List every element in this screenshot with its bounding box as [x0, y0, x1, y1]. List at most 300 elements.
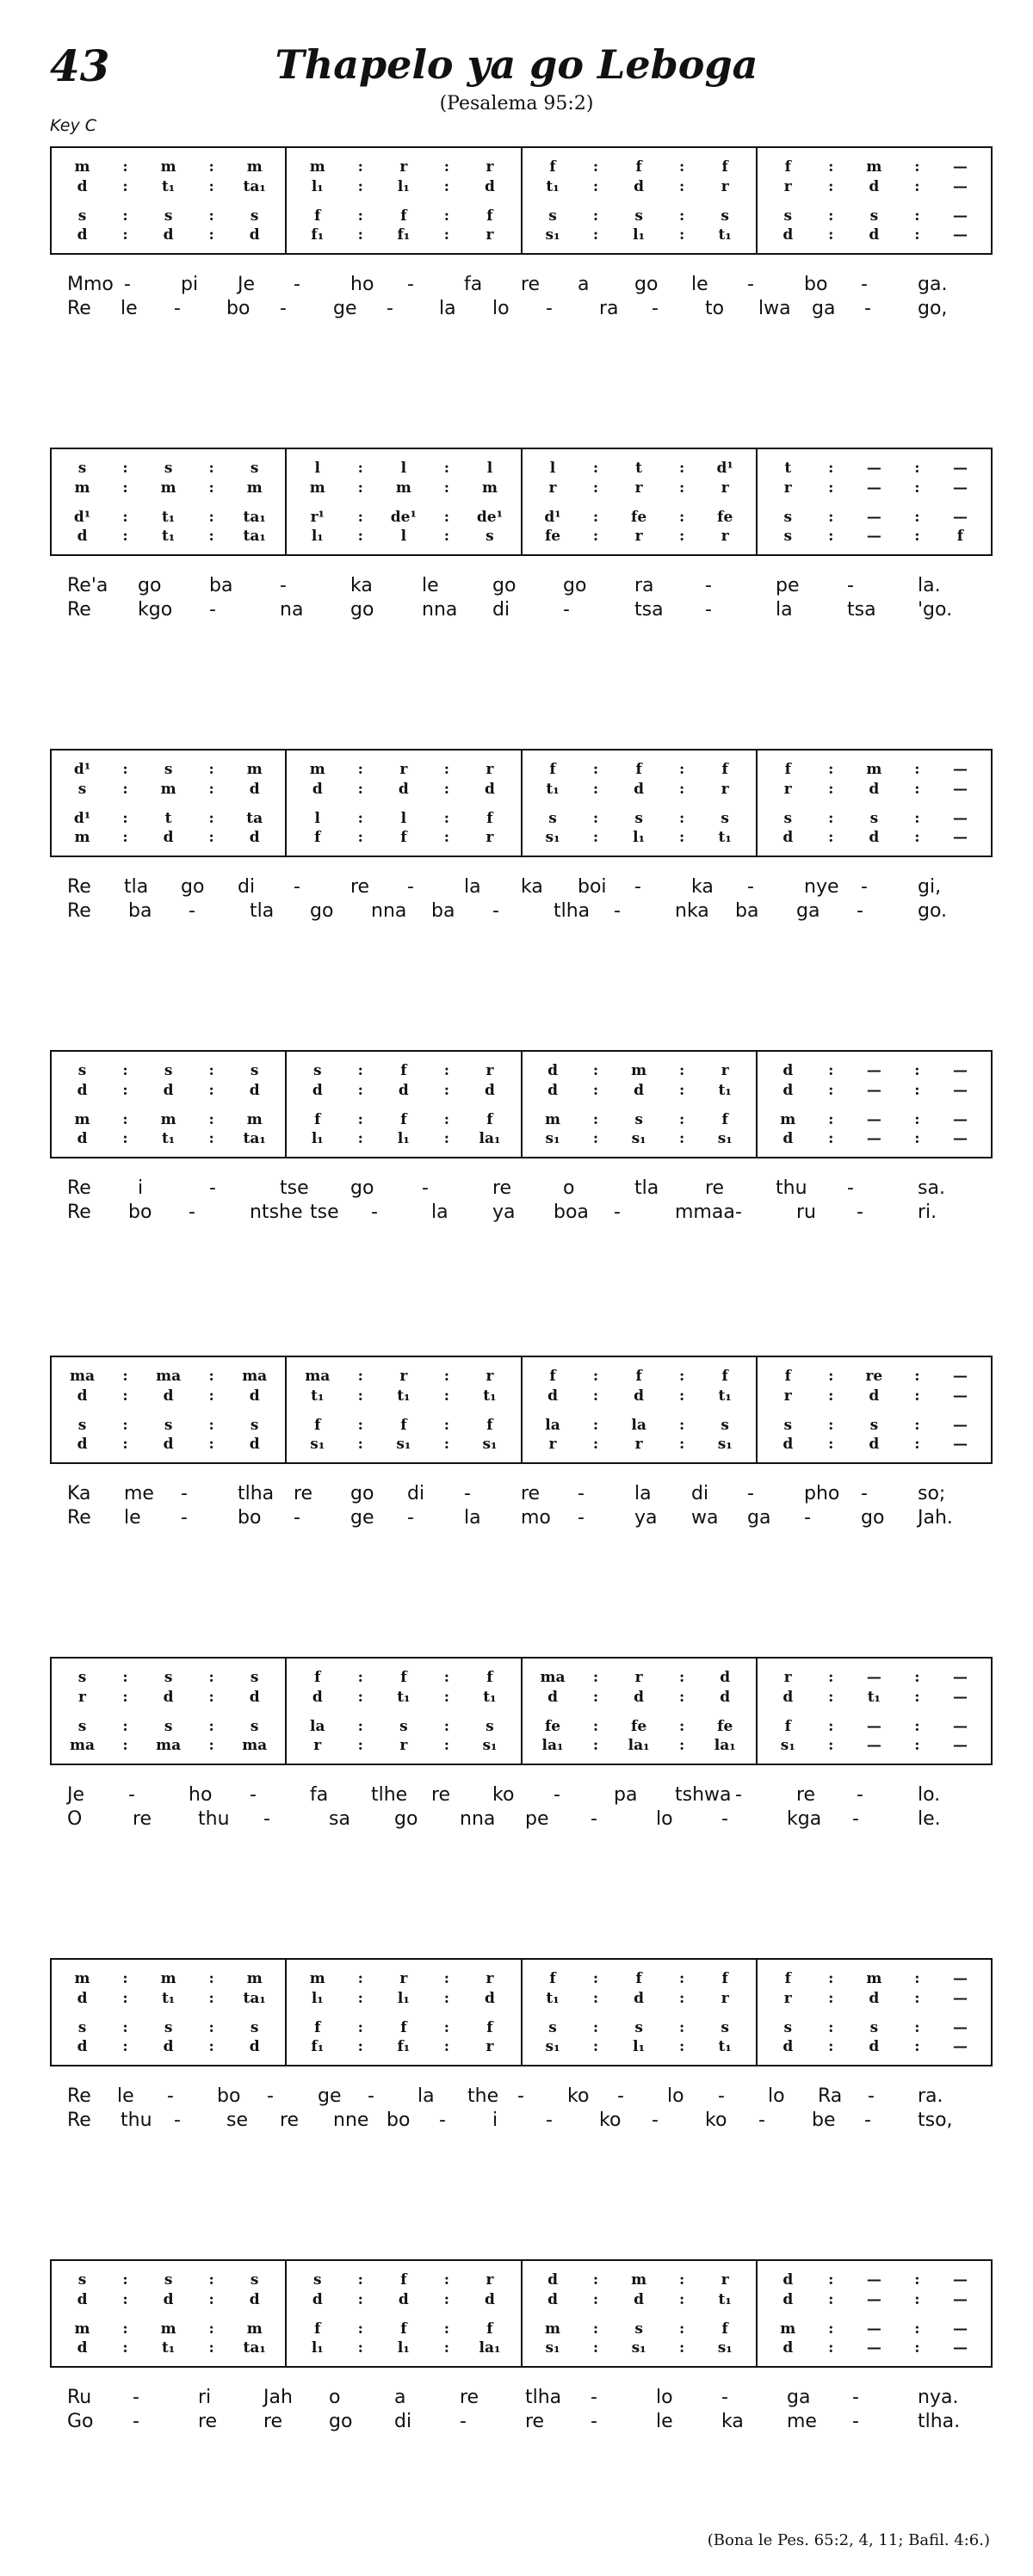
beat-separator: : [122, 1436, 128, 1453]
hyphen: - [181, 1483, 188, 1504]
voice-line [287, 1720, 520, 1734]
beat-separator: : [679, 1718, 685, 1735]
voice-line [52, 2040, 285, 2054]
hymn-number: 43 [50, 40, 110, 91]
solfa-note: s [250, 2019, 259, 2036]
beat-separator: : [122, 2019, 128, 2036]
beat-separator: : [679, 1737, 685, 1754]
beat-separator: : [828, 1436, 834, 1453]
solfa-note: s [77, 1062, 87, 1079]
voice-line [52, 1389, 285, 1404]
solfa-note: l₁ [397, 2339, 410, 2357]
beat-separator: : [443, 2019, 450, 2036]
voice-line [758, 510, 991, 525]
lyric-syllable: Re [67, 1507, 91, 1529]
solfa-note: r [486, 2038, 494, 2055]
solfa-note: fe [717, 1718, 733, 1735]
beat-separator: : [208, 2291, 214, 2308]
beat-separator: : [592, 1130, 599, 1147]
solfa-note: r [486, 1062, 494, 1079]
solfa-note: — [952, 2019, 968, 2036]
lyric-syllable: bo [226, 298, 251, 319]
beat-separator: : [592, 1387, 599, 1405]
beat-separator: : [208, 2339, 214, 2357]
solfa-note: s [164, 1718, 173, 1735]
lyric-syllable: pa [614, 1784, 638, 1806]
beat-separator: : [208, 2320, 214, 2338]
solfa-note: — [866, 1062, 881, 1079]
solfa-note: s [164, 2019, 173, 2036]
solfa-note: d [547, 2271, 558, 2289]
beat-separator: : [122, 1718, 128, 1735]
solfa-note: f₁ [311, 226, 325, 244]
hyphen: - [578, 1507, 585, 1529]
solfa-note: d [869, 781, 880, 798]
solfa-note: d [77, 178, 88, 195]
voice-line [758, 1739, 991, 1753]
solfa-note: r [313, 1737, 322, 1754]
voice-line [287, 2293, 520, 2307]
hyphen: - [546, 298, 553, 319]
solfa-note: — [866, 2271, 881, 2289]
lyric-syllable: lo [667, 2085, 684, 2107]
lyric-syllable: re [280, 2110, 300, 2131]
voice-line [523, 831, 756, 845]
lyric-syllable: sa. [918, 1177, 945, 1199]
voice-line [52, 1418, 285, 1433]
beat-separator: : [679, 2038, 685, 2055]
measure [287, 449, 522, 554]
solfa-note: t₁ [161, 2339, 176, 2357]
voice-line [52, 529, 285, 544]
solfa-note: f [549, 158, 556, 176]
voice-line [52, 1064, 285, 1078]
beat-separator: : [122, 460, 128, 477]
hyphen: - [617, 2085, 624, 2107]
voice-line [523, 228, 756, 243]
beat-separator: : [122, 479, 128, 497]
lyric-syllable: tla [250, 900, 275, 922]
voice-line [287, 831, 520, 845]
beat-separator: : [357, 460, 363, 477]
lyric-syllable: mmaa [675, 1202, 735, 1223]
beat-separator: : [679, 1689, 685, 1706]
beat-separator: : [357, 226, 363, 244]
solfa-note: r [486, 226, 494, 244]
beat-separator: : [122, 2271, 128, 2289]
lyric-syllable: re [705, 1177, 725, 1199]
lyric-syllable: go [329, 2411, 353, 2432]
solfa-note: ta₁ [243, 1990, 266, 2007]
solfa-note: — [952, 460, 968, 477]
voice-line [523, 1389, 756, 1404]
beat-separator: : [679, 1417, 685, 1434]
lyric-syllable: la [634, 1483, 652, 1504]
solfa-note: ma [156, 1368, 182, 1385]
solfa-grid [50, 448, 993, 556]
beat-separator: : [914, 178, 920, 195]
solfa-note: la₁ [628, 1737, 650, 1754]
lyric-syllable: fa [310, 1784, 329, 1806]
solfa-note: r [783, 1387, 792, 1405]
beat-separator: : [122, 1990, 128, 2007]
lyric-syllable: ka [350, 575, 373, 596]
solfa-note: s [869, 1417, 879, 1434]
beat-separator: : [357, 761, 363, 778]
voice-line [52, 510, 285, 525]
beat-separator: : [679, 2271, 685, 2289]
solfa-note: — [866, 2339, 881, 2357]
beat-separator: : [592, 781, 599, 798]
solfa-note: s [77, 2271, 87, 2289]
beat-separator: : [443, 1990, 450, 2007]
hyphen: - [294, 876, 300, 898]
solfa-note: la₁ [479, 1130, 501, 1147]
solfa-note: — [952, 761, 968, 778]
beat-separator: : [592, 1368, 599, 1385]
beat-separator: : [828, 2271, 834, 2289]
voice-line [52, 1671, 285, 1685]
beat-separator: : [357, 1062, 363, 1079]
beat-separator: : [679, 2019, 685, 2036]
solfa-note: l₁ [633, 2038, 646, 2055]
lyric-syllable: ntshe [250, 1202, 303, 1223]
solfa-note: — [952, 2320, 968, 2338]
solfa-note: m [160, 2320, 176, 2338]
beat-separator: : [592, 158, 599, 176]
lyric-syllable: le [691, 274, 708, 295]
voice-line [287, 763, 520, 777]
beat-separator: : [357, 1689, 363, 1706]
solfa-note: m [631, 2271, 647, 2289]
solfa-note: s [164, 1417, 173, 1434]
beat-separator: : [914, 1082, 920, 1099]
solfa-note: d [77, 2291, 88, 2308]
voice-line [758, 1992, 991, 2006]
solfa-note: f [635, 158, 642, 176]
solfa-note: l₁ [311, 2339, 324, 2357]
hyphen: - [721, 2387, 728, 2408]
beat-separator: : [208, 2019, 214, 2036]
voice-line [287, 782, 520, 797]
lyric-syllable: ya [634, 1507, 658, 1529]
beat-separator: : [592, 761, 599, 778]
solfa-note: fe [544, 1718, 561, 1735]
measure [758, 1659, 991, 1764]
beat-separator: : [828, 1990, 834, 2007]
solfa-note: — [952, 1062, 968, 1079]
hyphen: - [868, 2085, 875, 2107]
lyric-syllable: lo [656, 1808, 673, 1830]
hyphen: - [563, 599, 570, 621]
solfa-note: m [309, 1970, 325, 1987]
beat-separator: : [828, 1111, 834, 1128]
beat-separator: : [208, 1718, 214, 1735]
solfa-note: ma [305, 1368, 331, 1385]
beat-separator: : [357, 1436, 363, 1453]
lyric-syllable: ga [812, 298, 836, 319]
hyphen: - [460, 2411, 467, 2432]
measure [287, 1960, 522, 2065]
lyric-syllable: ba [735, 900, 759, 922]
solfa-note: l₁ [311, 1990, 324, 2007]
beat-separator: : [828, 1669, 834, 1686]
solfa-note: — [952, 1737, 968, 1754]
hyphen: - [591, 2387, 597, 2408]
solfa-note: f [784, 1368, 791, 1385]
lyric-syllable: ge [350, 1507, 374, 1529]
voice-line [287, 2322, 520, 2337]
solfa-note: s [164, 207, 173, 225]
solfa-note: s [721, 810, 729, 827]
lyric-syllable: re [521, 274, 541, 295]
solfa-note: ma [242, 1737, 268, 1754]
solfa-note: l₁ [311, 178, 324, 195]
voice-line [52, 763, 285, 777]
voice-line [287, 1084, 520, 1098]
beat-separator: : [208, 1130, 214, 1147]
solfa-note: l₁ [397, 1990, 410, 2007]
measure [52, 751, 287, 856]
beat-separator: : [208, 1417, 214, 1434]
lyric-syllable: le [656, 2411, 673, 2432]
solfa-note: s [783, 207, 793, 225]
measure [758, 449, 991, 554]
beat-separator: : [828, 460, 834, 477]
voice-line [52, 1132, 285, 1146]
lyric-syllable: Re [67, 599, 91, 621]
solfa-note: f [314, 1111, 321, 1128]
solfa-note: ma [70, 1737, 96, 1754]
solfa-note: ta [246, 810, 263, 827]
beat-separator: : [679, 2339, 685, 2357]
hyphen: - [861, 876, 868, 898]
lyric-syllable: sa [329, 1808, 350, 1830]
solfa-note: s [250, 1062, 259, 1079]
voice-line [758, 461, 991, 476]
voice-line [52, 1972, 285, 1986]
solfa-note: m [545, 2320, 561, 2338]
solfa-note: f [721, 158, 728, 176]
solfa-note: ta₁ [243, 2339, 266, 2357]
solfa-note: s [783, 509, 793, 526]
solfa-note: d [634, 2291, 645, 2308]
voice-line [523, 2273, 756, 2288]
beat-separator: : [443, 1082, 450, 1099]
beat-separator: : [679, 1368, 685, 1385]
voice-line [758, 2341, 991, 2356]
solfa-note: f [784, 1718, 791, 1735]
solfa-note: s [250, 1669, 259, 1686]
solfa-note: d [547, 1689, 558, 1706]
voice-line [523, 2040, 756, 2054]
solfa-note: r [721, 781, 729, 798]
beat-separator: : [443, 479, 450, 497]
solfa-note: r [399, 158, 408, 176]
beat-separator: : [828, 1082, 834, 1099]
lyric-syllable: ba [209, 575, 233, 596]
solfa-note: l [400, 528, 407, 545]
beat-separator: : [443, 528, 450, 545]
solfa-note: s [721, 207, 729, 225]
beat-separator: : [357, 810, 363, 827]
beat-separator: : [828, 810, 834, 827]
solfa-note: t₁ [161, 528, 176, 545]
lyric-syllable: go [634, 274, 659, 295]
solfa-note: f [721, 1970, 728, 1987]
beat-separator: : [208, 829, 214, 846]
lyric-syllable: le. [918, 1808, 941, 1830]
beat-separator: : [914, 781, 920, 798]
beat-separator: : [679, 781, 685, 798]
solfa-note: m [74, 479, 90, 497]
hyphen: - [209, 599, 216, 621]
lyric-verse-2 [67, 599, 953, 621]
beat-separator: : [122, 1669, 128, 1686]
solfa-note: d [634, 178, 645, 195]
solfa-note: f [486, 810, 493, 827]
solfa-note: d [77, 226, 88, 244]
beat-separator: : [208, 781, 214, 798]
solfa-note: l₁ [311, 528, 324, 545]
beat-separator: : [122, 1737, 128, 1754]
beat-separator: : [914, 2271, 920, 2289]
lyric-syllable: ga [796, 900, 820, 922]
lyric-syllable: la [418, 2085, 435, 2107]
voice-line [758, 1690, 991, 1705]
solfa-note: d [782, 1062, 794, 1079]
beat-separator: : [357, 829, 363, 846]
hyphen: - [857, 1202, 863, 1223]
solfa-note: — [952, 158, 968, 176]
measure [287, 1052, 522, 1157]
hyphen: - [747, 1483, 754, 1504]
beat-separator: : [914, 1130, 920, 1147]
lyric-syllable: to [705, 298, 725, 319]
beat-separator: : [443, 1130, 450, 1147]
solfa-note: ta₁ [243, 1130, 266, 1147]
beat-separator: : [914, 2320, 920, 2338]
voice-line [758, 529, 991, 544]
solfa-note: s₁ [545, 226, 560, 244]
lyric-syllable: ka [721, 2411, 744, 2432]
lyric-syllable: nya. [918, 2387, 959, 2408]
voice-line [523, 180, 756, 195]
measure [758, 1960, 991, 2065]
voice-line [287, 529, 520, 544]
lyric-syllable: go [350, 599, 374, 621]
solfa-note: ta₁ [243, 509, 266, 526]
hyphen: - [864, 298, 871, 319]
solfa-note: d [782, 2271, 794, 2289]
lyric-syllable: bo [238, 1507, 262, 1529]
solfa-note: d [869, 178, 880, 195]
solfa-note: — [952, 2291, 968, 2308]
solfa-note: d [163, 2291, 174, 2308]
solfa-note: f [784, 1970, 791, 1987]
beat-separator: : [443, 1436, 450, 1453]
solfa-note: f [400, 1111, 407, 1128]
solfa-note: f [721, 2320, 728, 2338]
hyphen: - [439, 2110, 446, 2131]
beat-separator: : [828, 1417, 834, 1434]
solfa-note: t₁ [161, 1990, 176, 2007]
solfa-grid [50, 749, 993, 857]
beat-separator: : [357, 1737, 363, 1754]
solfa-note: r [721, 1990, 729, 2007]
beat-separator: : [357, 2291, 363, 2308]
measure [758, 2261, 991, 2366]
solfa-note: m [74, 829, 90, 846]
beat-separator: : [914, 1417, 920, 1434]
beat-separator: : [443, 1368, 450, 1385]
solfa-note: d¹ [73, 761, 91, 778]
voice-line [523, 1720, 756, 1734]
lyric-syllable: re [133, 1808, 152, 1830]
solfa-note: m [866, 158, 882, 176]
voice-line [52, 160, 285, 175]
lyric-syllable: tla [634, 1177, 659, 1199]
beat-separator: : [828, 2320, 834, 2338]
beat-separator: : [208, 479, 214, 497]
solfa-note: — [952, 1436, 968, 1453]
beat-separator: : [828, 2291, 834, 2308]
hyphen: - [294, 1507, 300, 1529]
lyric-syllable: go. [918, 900, 948, 922]
solfa-note: d¹ [544, 509, 561, 526]
solfa-note: m [780, 2320, 796, 2338]
lyric-syllable: ra [599, 298, 619, 319]
beat-separator: : [592, 207, 599, 225]
beat-separator: : [914, 761, 920, 778]
voice-line [758, 1418, 991, 1433]
solfa-note: d [163, 829, 174, 846]
solfa-note: d [782, 1082, 794, 1099]
solfa-note: m [246, 2320, 263, 2338]
lyric-syllable: i [492, 2110, 498, 2131]
solfa-note: d [77, 2038, 88, 2055]
solfa-note: f [400, 1669, 407, 1686]
voice-line [287, 481, 520, 496]
voice-line [287, 1671, 520, 1685]
voice-line [758, 1437, 991, 1452]
solfa-note: d [485, 781, 495, 798]
hyphen: - [614, 900, 621, 922]
beat-separator: : [592, 460, 599, 477]
solfa-note: d [249, 829, 260, 846]
solfa-note: r [548, 479, 557, 497]
beat-separator: : [914, 2019, 920, 2036]
beat-separator: : [828, 2038, 834, 2055]
solfa-note: f [549, 1368, 556, 1385]
solfa-note: s [548, 2019, 557, 2036]
beat-separator: : [208, 1970, 214, 1987]
measure [758, 148, 991, 253]
lyric-verse-2 [67, 2411, 961, 2433]
solfa-note: d [163, 1387, 174, 1405]
voice-line [52, 1369, 285, 1384]
hyphen: - [250, 1784, 257, 1806]
lyric-verse-1 [67, 2085, 943, 2108]
solfa-note: s₁ [545, 829, 560, 846]
lyric-syllable: Je [238, 274, 256, 295]
measure [52, 1357, 287, 1462]
hyphen: - [857, 1784, 863, 1806]
lyric-syllable: se [226, 2110, 248, 2131]
hyphen: - [721, 1808, 728, 1830]
lyric-syllable: Ra [818, 2085, 843, 2107]
beat-separator: : [443, 2320, 450, 2338]
